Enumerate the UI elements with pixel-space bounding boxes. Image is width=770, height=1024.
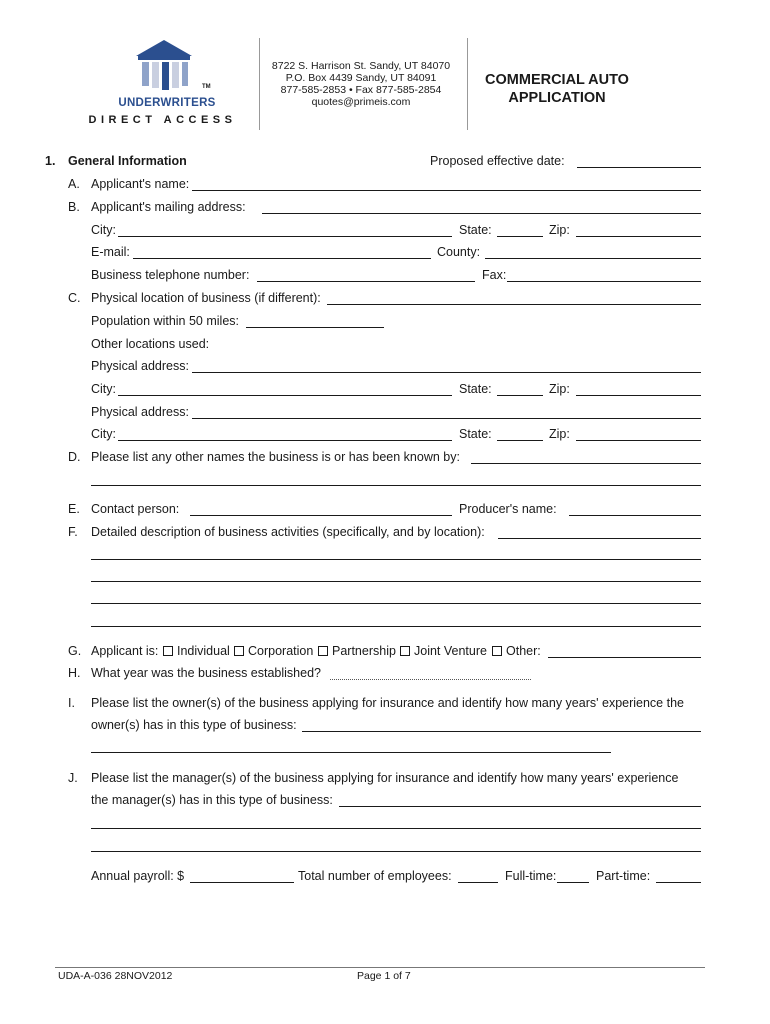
other-location-1-city-label: City: <box>91 382 116 396</box>
address-line2: P.O. Box 4439 Sandy, UT 84091 <box>285 72 437 84</box>
item-letter-d: D. <box>68 450 81 464</box>
individual-checkbox[interactable] <box>163 646 173 656</box>
applicant-type-label: Applicant is: <box>91 644 159 658</box>
form-title-line1: COMMERCIAL AUTO <box>485 72 629 88</box>
managers-field-1[interactable] <box>339 806 701 807</box>
population-label: Population within 50 miles: <box>91 314 239 328</box>
footer-rule <box>55 967 705 968</box>
item-letter-e: E. <box>68 502 80 516</box>
joint-venture-option-label: Joint Venture <box>414 644 487 658</box>
producer-name-field[interactable] <box>569 515 701 516</box>
item-letter-f: F. <box>68 525 78 539</box>
business-description-field-1[interactable] <box>498 538 701 539</box>
other-location-2-city-label: City: <box>91 427 116 441</box>
business-phone-label: Business telephone number: <box>91 268 250 282</box>
business-description-field-5[interactable] <box>91 626 701 627</box>
other-location-1-zip-field[interactable] <box>576 395 701 396</box>
other-location-2-zip-field[interactable] <box>576 440 701 441</box>
phone-fax: 877-585-2853 • Fax 877-585-2854 <box>280 84 442 96</box>
contact-person-label: Contact person: <box>91 502 180 516</box>
total-employees-field[interactable] <box>458 882 498 883</box>
fulltime-field[interactable] <box>557 882 589 883</box>
other-location-1-address-label: Physical address: <box>91 359 189 373</box>
other-locations-label: Other locations used: <box>91 337 210 351</box>
fax-field[interactable] <box>507 281 701 282</box>
mailing-city-label: City: <box>91 223 116 237</box>
other-location-1-state-label: State: <box>459 382 492 396</box>
physical-location-label: Physical location of business (if different): <box>91 291 321 305</box>
corporation-checkbox[interactable] <box>234 646 244 656</box>
owners-question-line2: owner(s) has in this type of business: <box>91 718 297 732</box>
other-checkbox[interactable] <box>492 646 502 656</box>
business-description-field-3[interactable] <box>91 581 701 582</box>
other-location-2-state-label: State: <box>459 427 492 441</box>
other-location-2-state-field[interactable] <box>497 440 543 441</box>
producer-name-label: Producer's name: <box>459 502 557 516</box>
item-letter-c: C. <box>68 291 81 305</box>
county-field[interactable] <box>485 258 701 259</box>
managers-field-3[interactable] <box>91 851 701 852</box>
parttime-field[interactable] <box>656 882 701 883</box>
total-employees-label: Total number of employees: <box>298 869 452 883</box>
form-title-line2: APPLICATION <box>508 90 606 106</box>
fax-label: Fax: <box>482 268 507 282</box>
trademark-mark: TM <box>202 84 211 90</box>
other-location-1-address-field[interactable] <box>192 372 701 373</box>
effective-date-label: Proposed effective date: <box>430 154 565 168</box>
other-location-1-city-field[interactable] <box>118 395 452 396</box>
annual-payroll-label: Annual payroll: $ <box>91 869 185 883</box>
year-established-field[interactable] <box>330 679 531 680</box>
item-letter-h: H. <box>68 666 81 680</box>
managers-question-line1: Please list the manager(s) of the business applying for insurance and identify how many years' experience <box>91 771 679 785</box>
mailing-address-label: Applicant's mailing address: <box>91 200 246 214</box>
other-names-field-2[interactable] <box>91 485 701 486</box>
business-phone-field[interactable] <box>257 281 475 282</box>
joint-venture-checkbox[interactable] <box>400 646 410 656</box>
year-established-label: What year was the business established? <box>91 666 321 680</box>
managers-question-line2: the manager(s) has in this type of business: <box>91 793 333 807</box>
physical-location-field[interactable] <box>327 304 701 305</box>
section-title: General Information <box>68 154 187 168</box>
mailing-address-field[interactable] <box>262 213 701 214</box>
mailing-zip-field[interactable] <box>576 236 701 237</box>
other-option-label: Other: <box>506 644 541 658</box>
form-id: UDA-A-036 28NOV2012 <box>58 970 173 982</box>
contact-email: quotes@primeis.com <box>311 96 411 108</box>
applicant-name-field[interactable] <box>192 190 701 191</box>
individual-option-label: Individual <box>177 644 230 658</box>
contact-person-field[interactable] <box>190 515 452 516</box>
item-letter-i: I. <box>68 696 75 710</box>
columns-building-icon <box>80 38 250 100</box>
county-label: County: <box>437 245 481 259</box>
effective-date-field[interactable] <box>577 167 701 168</box>
section-number: 1. <box>45 154 56 168</box>
other-names-field-1[interactable] <box>471 463 701 464</box>
item-letter-b: B. <box>68 200 80 214</box>
item-letter-j: J. <box>68 771 78 785</box>
item-letter-a: A. <box>68 177 80 191</box>
other-location-1-zip-label: Zip: <box>549 382 570 396</box>
page-number: Page 1 of 7 <box>357 970 411 982</box>
logo-name-line1: UNDERWRITERS <box>118 97 216 109</box>
corporation-option-label: Corporation <box>248 644 314 658</box>
email-field[interactable] <box>133 258 431 259</box>
other-location-2-city-field[interactable] <box>118 440 452 441</box>
partnership-option-label: Partnership <box>332 644 396 658</box>
annual-payroll-field[interactable] <box>190 882 294 883</box>
address-line1: 8722 S. Harrison St. Sandy, UT 84070 <box>271 60 451 72</box>
business-description-field-4[interactable] <box>91 603 701 604</box>
mailing-city-field[interactable] <box>118 236 452 237</box>
other-names-label: Please list any other names the business is or has been known by: <box>91 450 460 464</box>
fulltime-label: Full-time: <box>505 869 557 883</box>
item-letter-g: G. <box>68 644 82 658</box>
logo-name-line2: DIRECT ACCESS <box>88 114 237 126</box>
logo <box>80 38 250 130</box>
other-location-1-state-field[interactable] <box>497 395 543 396</box>
other-location-2-address-field[interactable] <box>192 418 701 419</box>
applicant-name-label: Applicant's name: <box>91 177 190 191</box>
other-location-2-zip-label: Zip: <box>549 427 570 441</box>
other-type-field[interactable] <box>548 657 701 658</box>
email-label: E-mail: <box>91 245 130 259</box>
owners-question-line1: Please list the owner(s) of the business applying for insurance and identify how many years' experience the <box>91 696 684 710</box>
partnership-checkbox[interactable] <box>318 646 328 656</box>
mailing-state-field[interactable] <box>497 236 543 237</box>
business-description-field-2[interactable] <box>91 559 701 560</box>
owners-field-1[interactable] <box>302 731 701 732</box>
business-description-label: Detailed description of business activities (specifically, and by location): <box>91 525 485 539</box>
managers-field-2[interactable] <box>91 828 701 829</box>
mailing-zip-label: Zip: <box>549 223 570 237</box>
mailing-state-label: State: <box>459 223 492 237</box>
owners-field-2[interactable] <box>91 752 611 753</box>
population-field[interactable] <box>246 327 384 328</box>
parttime-label: Part-time: <box>596 869 651 883</box>
other-location-2-address-label: Physical address: <box>91 405 189 419</box>
